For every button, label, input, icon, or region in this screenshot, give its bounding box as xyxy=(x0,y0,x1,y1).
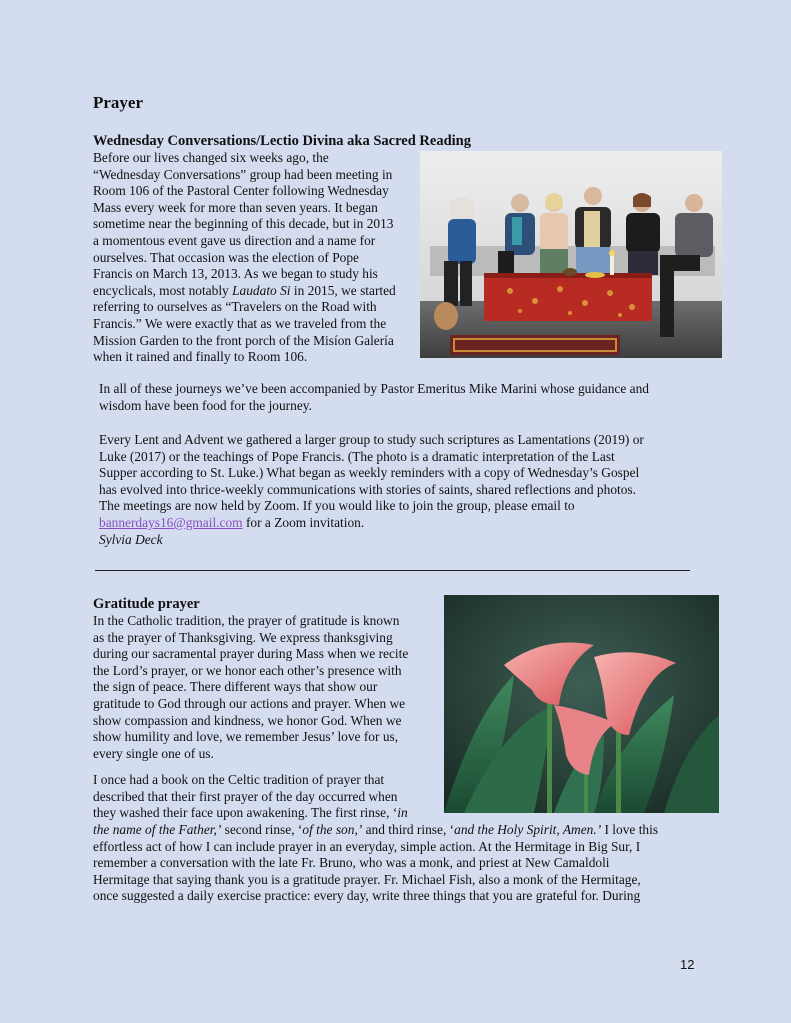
text-span: in xyxy=(397,805,408,821)
text-line: the Lord’s prayer, or we honor each other’s presence with xyxy=(93,662,402,678)
text-line: show compassion and kindness, we honor God. When we xyxy=(93,712,402,728)
text-line xyxy=(99,515,719,532)
text-line xyxy=(93,822,703,839)
page-heading: Prayer xyxy=(93,93,144,112)
text-line: Before our lives changed six weeks ago, the xyxy=(93,150,329,165)
text-line: Hermitage that saying thank you is a gratitude prayer. Fr. Michael Fish, also a monk of the Hermitage, xyxy=(93,871,641,887)
text-line: In the Catholic tradition, the prayer of gratitude is known xyxy=(93,613,400,628)
text-line xyxy=(93,805,433,822)
text-line: when it rained and finally to Room 106. xyxy=(93,349,308,365)
text-span: they washed their face upon awakening. The first rinse, ‘ xyxy=(93,805,398,821)
section-divider xyxy=(95,570,690,571)
text-span: I love this xyxy=(601,822,659,837)
section2-para2-cont xyxy=(93,822,703,905)
text-line: remember a conversation with the late Fr. Bruno, who was a monk, and priest at New Camaldoli xyxy=(93,855,610,871)
text-line: wisdom have been food for the journey. xyxy=(99,397,312,413)
section-title-wednesday: Wednesday Conversations/Lectio Divina aka Sacred Reading xyxy=(93,133,471,149)
text-line: has evolved into thrice-weekly communications with stories of saints, shared reflections and photos. xyxy=(99,481,636,497)
text-line: a momentous event gave us direction and a name for xyxy=(93,232,376,248)
group-photo-image xyxy=(420,151,722,358)
text-line: Francis.” We were exactly that as we traveled from the xyxy=(93,315,387,331)
text-span: and third rinse, ‘ xyxy=(362,822,455,837)
text-span: encyclicals, most notably xyxy=(93,282,233,298)
section2-intro xyxy=(93,613,438,762)
page-number: 12 xyxy=(680,957,695,972)
text-line: Room 106 of the Pastoral Center following Wednesday xyxy=(93,183,389,199)
text-line: sometime near the beginning of this decade, but in 2013 xyxy=(93,216,394,232)
text-span: for a Zoom invitation. xyxy=(242,514,365,530)
text-line: effortless act of how I can include prayer in an everyday, simple action. At the Hermitage in Big Sur, I xyxy=(93,838,641,854)
text-line: gratitude to God through our actions and prayer. When we xyxy=(93,695,406,711)
section2-para2 xyxy=(93,772,433,822)
text-line: Mass every week for more than seven years. It began xyxy=(93,199,378,215)
text-line: Mission Garden to the front porch of the Misíon Galería xyxy=(93,332,394,348)
section1-intro xyxy=(93,150,423,366)
text-line xyxy=(93,283,423,300)
text-line: described that their first prayer of the day occurred when xyxy=(93,788,398,804)
text-line: referring to ourselves as “Travelers on the Road with xyxy=(93,299,377,315)
text-line: show humility and love, we remember Jesus’ love for us, xyxy=(93,729,399,745)
text-line: Francis on March 13, 2013. As we began to study his xyxy=(93,266,378,282)
text-line: once suggested a daily exercise practice: every day, write three things that you are grateful for. During xyxy=(93,888,641,904)
text-line: In all of these journeys we’ve been accompanied by Pastor Emeritus Mike Marini whose guidance and xyxy=(99,381,649,396)
text-line: ourselves. That occasion was the election of Pope xyxy=(93,249,360,265)
section1-para3 xyxy=(99,432,719,548)
text-line: every single one of us. xyxy=(93,745,214,761)
text-line: “Wednesday Conversations” group had been meeting in xyxy=(93,166,393,182)
text-line: Every Lent and Advent we gathered a larger group to study such scriptures as Lamentations (2019) or xyxy=(99,432,644,447)
text-line: Luke (2017) or the teachings of Pope Francis. (The photo is a dramatic interpretation of the Last xyxy=(99,448,615,464)
text-span: and the Holy Spirit, Amen.’ xyxy=(454,822,602,837)
text-line: Supper according to St. Luke.) What began as weekly reminders with a copy of Wednesday’s Gospel xyxy=(99,465,640,481)
section1-para2 xyxy=(99,381,719,414)
text-line: during our sacramental prayer during Mass when we recite xyxy=(93,646,409,662)
text-span: of the son,’ xyxy=(302,822,363,837)
text-line: The meetings are now held by Zoom. If you would like to join the group, please email to xyxy=(99,498,575,514)
calla-lily-image xyxy=(444,595,719,813)
group-photo xyxy=(420,151,722,358)
text-line: as the prayer of Thanksgiving. We express thanksgiving xyxy=(93,629,393,645)
calla-lily-photo xyxy=(444,595,719,813)
text-line: I once had a book on the Celtic tradition of prayer that xyxy=(93,772,385,787)
encyclical-title: Laudato Si xyxy=(232,282,291,298)
text-span: second rinse, ‘ xyxy=(221,822,303,837)
text-span: the name of the Father,’ xyxy=(93,822,222,837)
text-span: in 2015, we started xyxy=(290,282,396,298)
email-link[interactable]: bannerdays16@gmail.com xyxy=(99,514,243,530)
author-signature: Sylvia Deck xyxy=(99,531,163,547)
text-line: the sign of peace. There different ways that show our xyxy=(93,679,378,695)
section-title-gratitude: Gratitude prayer xyxy=(93,596,200,612)
